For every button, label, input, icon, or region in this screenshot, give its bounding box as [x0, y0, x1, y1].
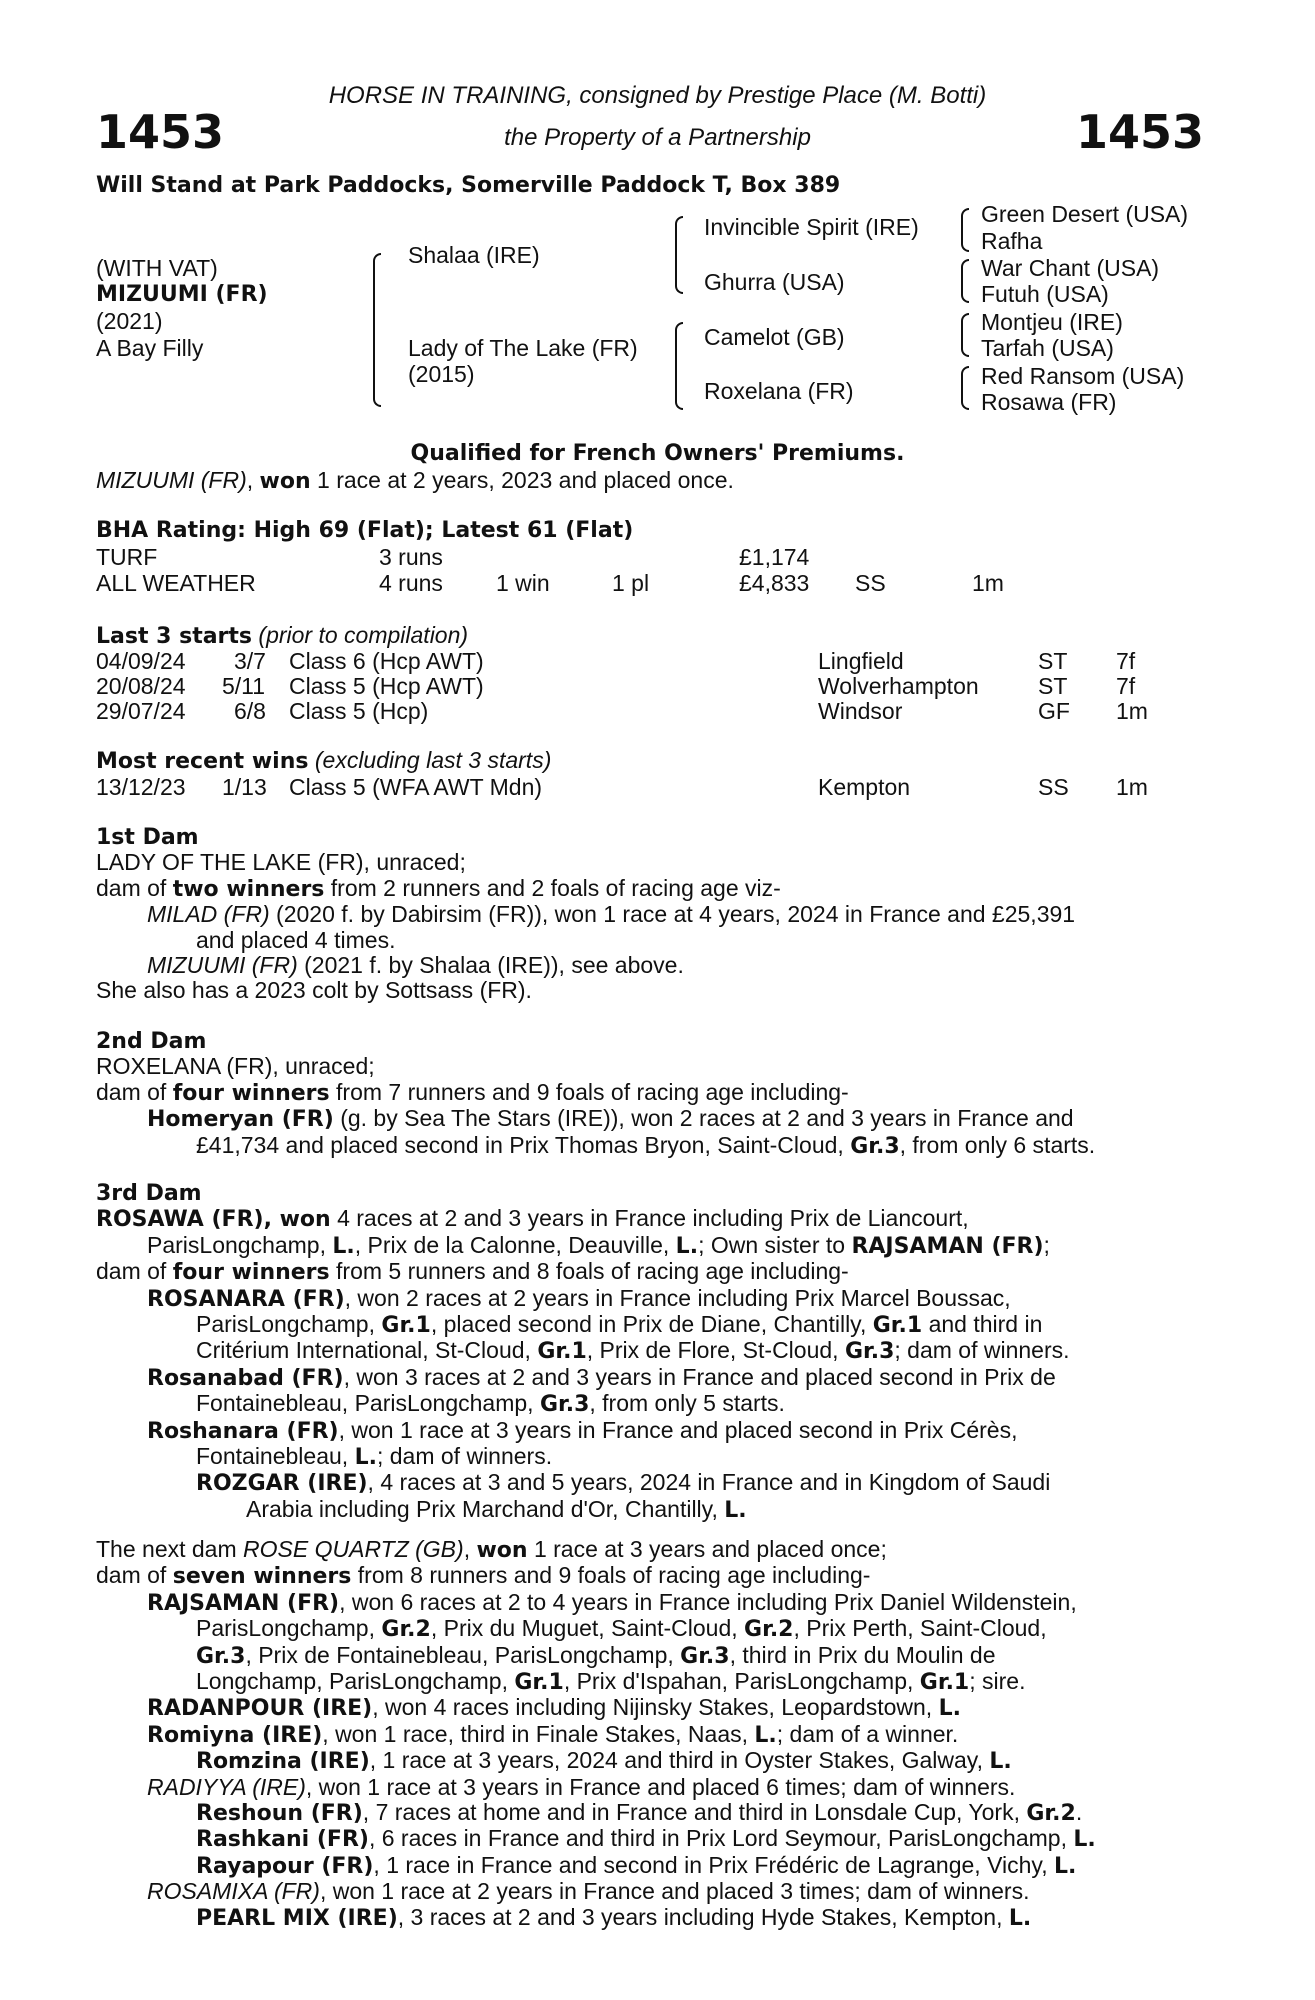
- pedigree-bracket-dam: [675, 322, 683, 410]
- consignment-line: HORSE IN TRAINING, consigned by Prestige Place (M. Botti): [328, 82, 987, 109]
- last-starts-heading: Last 3 starts (prior to compilation): [96, 622, 469, 649]
- next-dam-section: The next dam ROSE QUARTZ (GB), won 1 race at 3 years and placed once; dam of seven winners from 8 runners and 9 foals of racing age including- RAJSAMAN (FR), won 6 races at 2 to 4 years in France including Prix Daniel Wildenstein, ParisLongchamp, Gr.2, Prix du Muguet, Saint-Cloud, Gr.2, Prix Perth, Saint-Cloud, Gr.3, Prix de Fontainebleau, ParisLongchamp, Gr.3, third in Prix du Moulin de Longchamp, ParisLongchamp, Gr.1, Prix d'Ispahan, ParisLongchamp, Gr.1; sire. RADANPOUR (IRE), won 4 races including Nijinsky Stakes, Leopardstown, L. Romiyna (IRE), won 1 race, third in Finale Stakes, Naas, L.; dam of a winner. Romzina (IRE), 1 race at 3 years, 2024 and third in Oyster Stakes, Galway, L. RADIYYA (IRE), won 1 race at 3 years in France and placed 6 times; dam of winners. Reshoun (FR), 7 races at home and in France and third in Lonsdale Cup, York, Gr.2. Rashkani (FR), 6 races in France and third in Prix Lord Seymour, ParisLongchamp, L. Rayapour (FR), 1 race in France and second in Prix Frédéric de Lagrange, Vichy, L. ROSAMIXA (FR), won 1 race at 2 years in France and placed 3 times; dam of winners. PEARL MIX (IRE), 3 races at 2 and 3 years including Hyde Stakes, Kempton, L.: [96, 1536, 1096, 1931]
- third-dam-section: 3rd Dam ROSAWA (FR), won 4 races at 2 and 3 years in France including Prix de Liancourt, ParisLongchamp, L., Prix de la Calonne, Deauville, L.; Own sister to RAJSAMAN (FR); dam of four winners from 5 runners and 8 foals of racing age including- ROSANARA (FR), won 2 races at 2 years in France including Prix Marcel Boussac, ParisLongchamp, Gr.1, placed second in Prix de Diane, Chantilly, Gr.1 and third in Critérium International, St-Cloud, Gr.1, Prix de Flore, St-Cloud, Gr.3; dam of winners. Rosanabad (FR), won 3 races at 2 and 3 years in France and placed second in Prix de Fontainebleau, ParisLongchamp, Gr.3, from only 5 starts. Roshanara (FR), won 1 race at 3 years in France and placed second in Prix Cérès, Fontainebleau, L.; dam of winners. ROZGAR (IRE), 4 races at 3 and 5 years, 2024 in France and in Kingdom of Saudi Arabia including Prix Marchand d'Or, Chantilly, L.: [96, 1181, 1206, 1523]
- pedigree-sdd: Futuh (USA): [981, 281, 1109, 307]
- lot-number-right: 1453: [1075, 105, 1204, 159]
- prize: £4,833: [739, 570, 810, 596]
- summary-rest: 1 race at 2 years, 2023 and placed once.: [310, 467, 734, 493]
- pedigree-dds: Red Ransom (USA): [981, 363, 1185, 389]
- surface: ALL WEATHER: [96, 570, 256, 596]
- pedigree-sire: Shalaa (IRE): [408, 242, 540, 268]
- summary-won: won: [259, 469, 311, 494]
- pedigree-dam: Lady of The Lake (FR): [408, 335, 638, 361]
- first-dam-section: 1st Dam LADY OF THE LAKE (FR), unraced; dam of two winners from 2 runners and 2 foals of racing age viz- MILAD (FR) (2020 f. by Dabirsim (FR)), won 1 race at 4 years, 2024 in France and £25,391 and placed 4 times. MIZUUMI (FR) (2021 f. by Shalaa (IRE)), see above. She also has a 2023 colt by Sottsass (FR).: [96, 825, 1206, 1004]
- summary-horse-name: MIZUUMI (FR): [96, 467, 247, 493]
- pedigree-bracket-sire: [675, 216, 683, 294]
- recent-wins-heading: Most recent wins (excluding last 3 starts): [96, 747, 552, 774]
- pedigree-dss: Montjeu (IRE): [981, 309, 1123, 335]
- vat-note: (WITH VAT): [96, 255, 218, 281]
- section-heading: 1st Dam: [96, 825, 199, 850]
- pedigree-dsd: Tarfah (USA): [981, 335, 1114, 361]
- stand-location: Will Stand at Park Paddocks, Somerville Paddock T, Box 389: [96, 173, 841, 198]
- second-dam-section: 2nd Dam ROXELANA (FR), unraced; dam of four winners from 7 runners and 9 foals of racing age including- Homeryan (FR) (g. by Sea The Stars (IRE)), won 2 races at 2 and 3 years in France and £41,734 and placed second in Prix Thomas Bryon, Saint-Cloud, Gr.3, from only 6 starts.: [96, 1029, 1206, 1159]
- pedigree-sds: War Chant (USA): [981, 255, 1160, 281]
- pedigree-bracket-ss: [961, 208, 969, 252]
- wins: 1 win: [496, 570, 550, 596]
- section-heading: 3rd Dam: [96, 1181, 202, 1206]
- placed: 1 pl: [612, 570, 650, 596]
- pedigree-sire-dam: Ghurra (USA): [704, 269, 845, 295]
- prize: £1,174: [739, 544, 810, 570]
- pedigree-dam-dam: Roxelana (FR): [704, 378, 854, 404]
- horse-description: A Bay Filly: [96, 335, 204, 361]
- pedigree-dam-sire: Camelot (GB): [704, 324, 845, 350]
- pedigree-ssd: Rafha: [981, 228, 1043, 254]
- pedigree-ddd: Rosawa (FR): [981, 389, 1117, 415]
- rating-heading: BHA Rating: High 69 (Flat); Latest 61 (Flat): [96, 518, 634, 543]
- pedigree-bracket-ds: [961, 313, 969, 357]
- runs: 3 runs: [379, 544, 443, 570]
- surface: TURF: [96, 544, 158, 570]
- section-heading: 2nd Dam: [96, 1029, 207, 1054]
- pedigree-bracket-sd: [961, 259, 969, 303]
- pedigree-sss: Green Desert (USA): [981, 201, 1189, 227]
- property-line: the Property of a Partnership: [504, 124, 811, 151]
- distance: 1m: [972, 570, 1004, 596]
- race-summary: MIZUUMI (FR), won 1 race at 2 years, 2023 and placed once.: [96, 467, 734, 494]
- catalogue-page: 1453 1453 HORSE IN TRAINING, consigned by Prestige Place (M. Botti) the Property of a Partnership Will Stand at Park Paddocks, Somerville Paddock T, Box 389 (WITH VAT) MIZUUMI (FR) (2021) A Bay Filly Shalaa (IRE) Lady of The Lake (FR) (2015) Invincible Spirit (IRE) Ghurra (USA) Camelot (GB) Roxelana (FR) Green Desert (USA) Rafha War Chant (USA) Futuh (USA) Montjeu (IRE) Tarfah (USA) Red Ransom (USA) Rosawa (FR) Qualified for French Owners' Premiums. MIZUUMI (FR), won 1 race at 2 years, 2023 and placed once. BHA Rating: High 69 (Flat); Latest 61 (Flat) TURF 3 runs £1,174 ALL WEATHER 4 runs 1 win 1 pl £4,833 SS 1m Last 3 starts (prior to compilation) 04/09/24 3/7 Class 6 (Hcp AWT) Lingfield ST 7f 20/08/24 5/11 Class 5 (Hcp AWT) Wolverhampton ST 7f 29/07/24 6/8 Class 5 (Hcp) Windsor GF 1m Most recent wins (excluding last 3 starts) 13/12/23 1/13 Class 5 (WFA AWT Mdn) Kempton SS 1m 1st Dam LADY OF THE LAKE (FR), unraced; dam of two winners from 2 runners and 2 foals of racing age viz- MILAD (FR) (2020 f. by Dabirsim (FR)), won 1 race at 4 years, 2024 in France and £25,391 and placed 4 times. MIZUUMI (FR) (2021 f. by Shalaa (IRE)), see above. She also has a 2023 colt by Sottsass (FR). 2nd Dam ROXELANA (FR), unraced; dam of four winners from 7 runners and 9 foals of racing age including- Homeryan (FR) (g. by Sea The Stars (IRE)), won 2 races at 2 and 3 years in France and £41,734 and placed second in Prix Thomas Bryon, Saint-Cloud, Gr.3, from only 6 starts. 3rd Dam ROSAWA (FR), won 4 races at 2 and 3 years in France including Prix de Liancourt, ParisLongchamp, L., Prix de la Calonne, Deauville, L.; Own sister to RAJSAMAN (FR); dam of four winners from 5 runners and 8 foals of racing age including- ROSANARA (FR), won 2 races at 2 years in France including Prix Marcel Boussac, ParisLongchamp, Gr.1, placed second in Prix de Diane, Chantilly, Gr.1 and third in Critérium International, St-Cloud, Gr.1, Prix de Flore, St-Cloud, Gr.3; dam of winners. Rosanabad (FR), won 3 races at 2 and 3 years in France and placed second in Prix de Fontainebleau, ParisLongchamp, Gr.3, from only 5 starts. Roshanara (FR), won 1 race at 3 years in France and placed second in Prix Cérès, Fontainebleau, L.; dam of winners. ROZGAR (IRE), 4 races at 3 and 5 years, 2024 in France and in Kingdom of Saudi Arabia including Prix Marchand d'Or, Chantilly, L. The next dam ROSE QUARTZ (GB), won 1 race at 3 years and placed once; dam of seven winners from 8 runners and 9 foals of racing age including- RAJSAMAN (FR), won 6 races at 2 to 4 years in France including Prix Daniel Wildenstein, ParisLongchamp, Gr.2, Prix du Muguet, Saint-Cloud, Gr.2, Prix Perth, Saint-Cloud, Gr.3, Prix de Fontainebleau, ParisLongchamp, Gr.3, third in Prix du Moulin de Longchamp, ParisLongchamp, Gr.1, Prix d'Ispahan, ParisLongchamp, Gr.1; sire. RADANPOUR (IRE), won 4 races including Nijinsky Stakes, Leopardstown, L. Romiyna (IRE), won 1 race, third in Finale Stakes, Naas, L.; dam of a winner. Romzina (IRE), 1 race at 3 years, 2024 and third in Oyster Stakes, Galway, L. RADIYYA (IRE), won 1 race at 3 years in France and placed 6 times; dam of winners. Reshoun (FR), 7 races at home and in France and third in Lonsdale Cup, York, Gr.2. Rashkani (FR), 6 races in France and third in Prix Lord Seymour, ParisLongchamp, L. Rayapour (FR), 1 race in France and second in Prix Frédéric de Lagrange, Vichy, L. ROSAMIXA (FR), won 1 race at 2 years in France and placed 3 times; dam of winners. PEARL MIX (IRE), 3 races at 2 and 3 years including Hyde Stakes, Kempton, L.: [0, 0, 1315, 2000]
- pedigree-bracket-dd: [961, 366, 969, 410]
- pedigree-dam-year: (2015): [408, 361, 475, 387]
- horse-name: MIZUUMI (FR): [96, 282, 268, 307]
- lot-number-left: 1453: [96, 105, 225, 159]
- pedigree-sire-sire: Invincible Spirit (IRE): [704, 214, 919, 240]
- pedigree-bracket-main: [373, 253, 381, 407]
- premiums-note: Qualified for French Owners' Premiums.: [410, 441, 905, 466]
- going: SS: [855, 570, 886, 596]
- runs: 4 runs: [379, 570, 443, 596]
- horse-year: (2021): [96, 308, 163, 334]
